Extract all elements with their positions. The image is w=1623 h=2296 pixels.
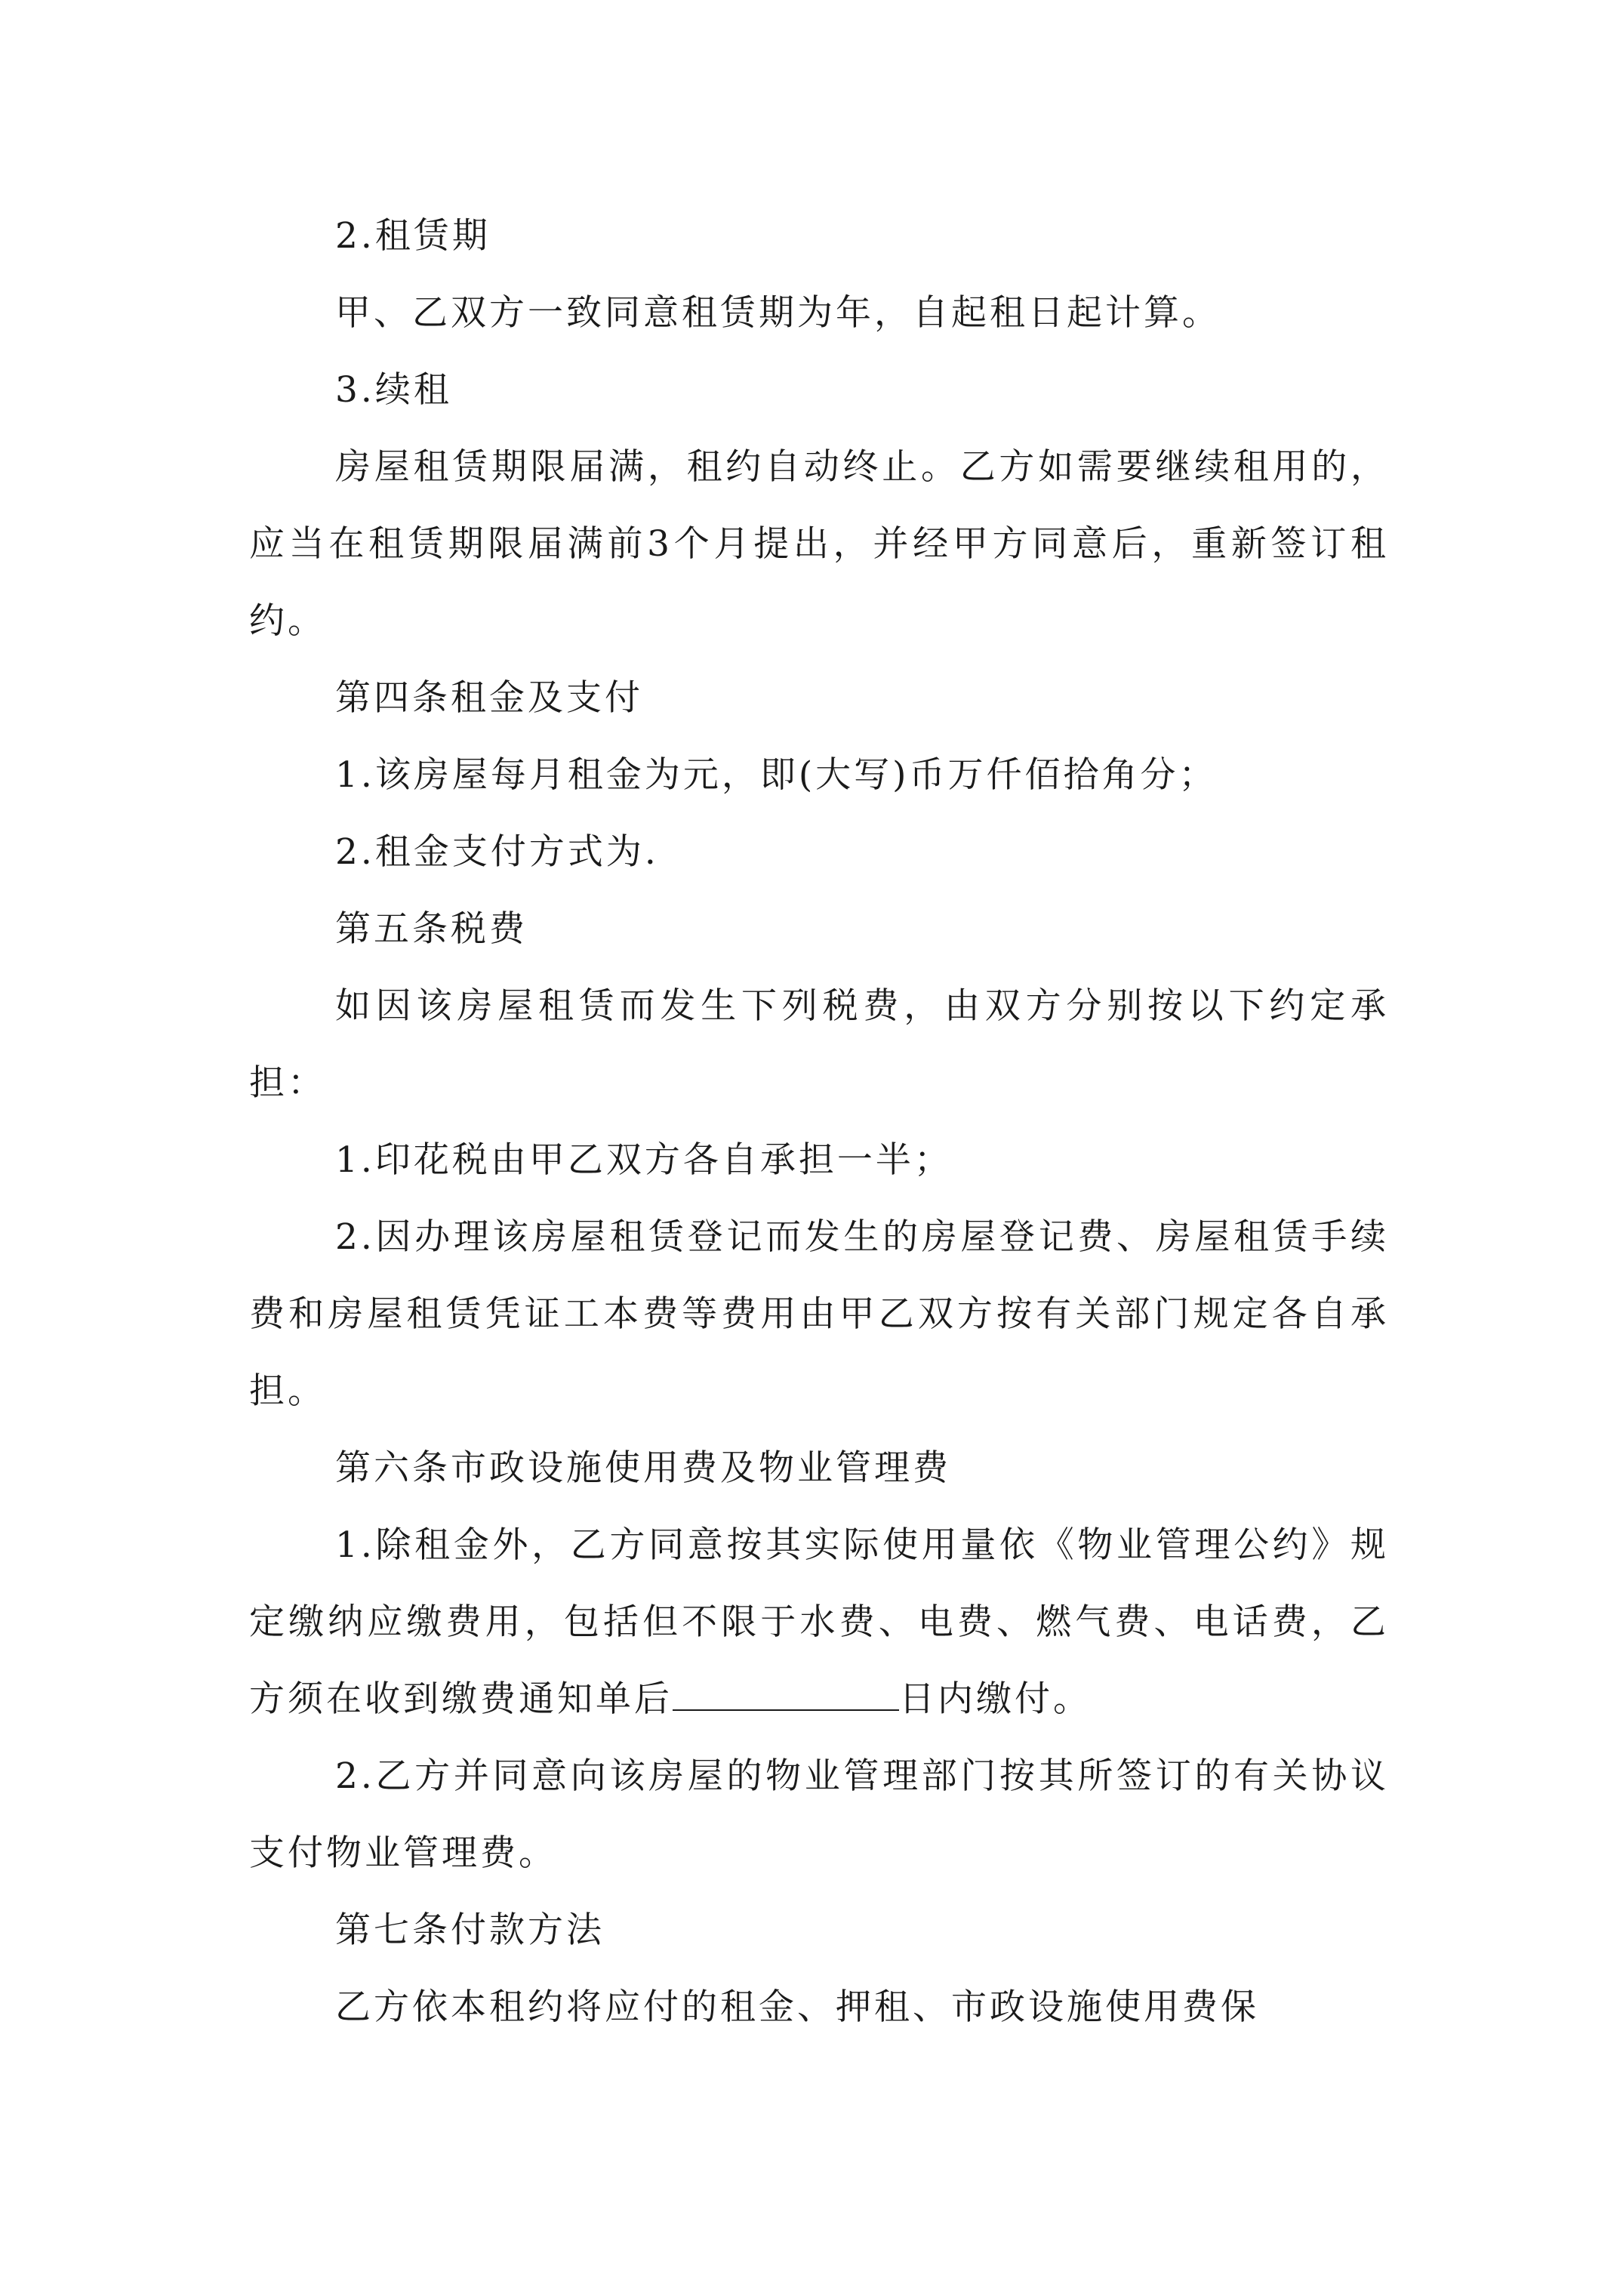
article-heading-utilities: 第六条市政设施使用费及物业管理费 [335,1447,951,1489]
paragraph-lease-term: 甲、乙双方一致同意租赁期为年，自起租日起计算。 [335,292,1221,334]
paragraph-monthly-rent: 1.该房屋每月租金为元，即(大写)币万仟佰拾角分； [335,754,1218,796]
document-body [249,198,1389,2046]
blank-days-field [673,1679,899,1711]
paragraph-property-management-fee: 2.乙方并同意向该房屋的物业管理部门按其所签订的有关协议支付物业管理费。 [249,1755,1389,1874]
section-heading-renewal: 3.续租 [335,369,452,411]
section-heading-lease-term: 2.租赁期 [335,215,491,257]
paragraph-payment-method: 2.租金支付方式为. [335,831,659,873]
paragraph-registration-fees: 2.因办理该房屋租赁登记而发生的房屋登记费、房屋租赁手续费和房屋租赁凭证工本费等费用由甲乙双方按有关部门规定各自承担。 [249,1216,1389,1412]
article-heading-taxes: 第五条税费 [335,908,528,950]
utility-fees-text-end: 日内缴付。 [899,1678,1092,1720]
paragraph-renewal: 房屋租赁期限届满，租约自动终止。乙方如需要继续租用的，应当在租赁期限届满前3个月提出，并经甲方同意后，重新签订租约。 [249,446,1389,642]
paragraph-payment-details: 乙方依本租约将应付的租金、押租、市政设施使用费保 [335,1986,1259,2028]
article-heading-payment-method: 第七条付款方法 [335,1909,605,1951]
article-heading-rent-payment: 第四条租金及支付 [335,677,643,719]
paragraph-utility-fees [249,1507,1389,1738]
utility-fees-text: 1.除租金外，乙方同意按其实际使用量依《物业管理公约》规定缴纳应缴费用，包括但不限于水费、电费、燃气费、电话费，乙方须在收到缴费通知单后 [249,1524,1389,1720]
paragraph-taxes-intro: 如因该房屋租赁而发生下列税费，由双方分别按以下约定承担： [249,985,1389,1104]
paragraph-stamp-duty: 1.印花税由甲乙双方各自承担一半； [335,1139,953,1181]
